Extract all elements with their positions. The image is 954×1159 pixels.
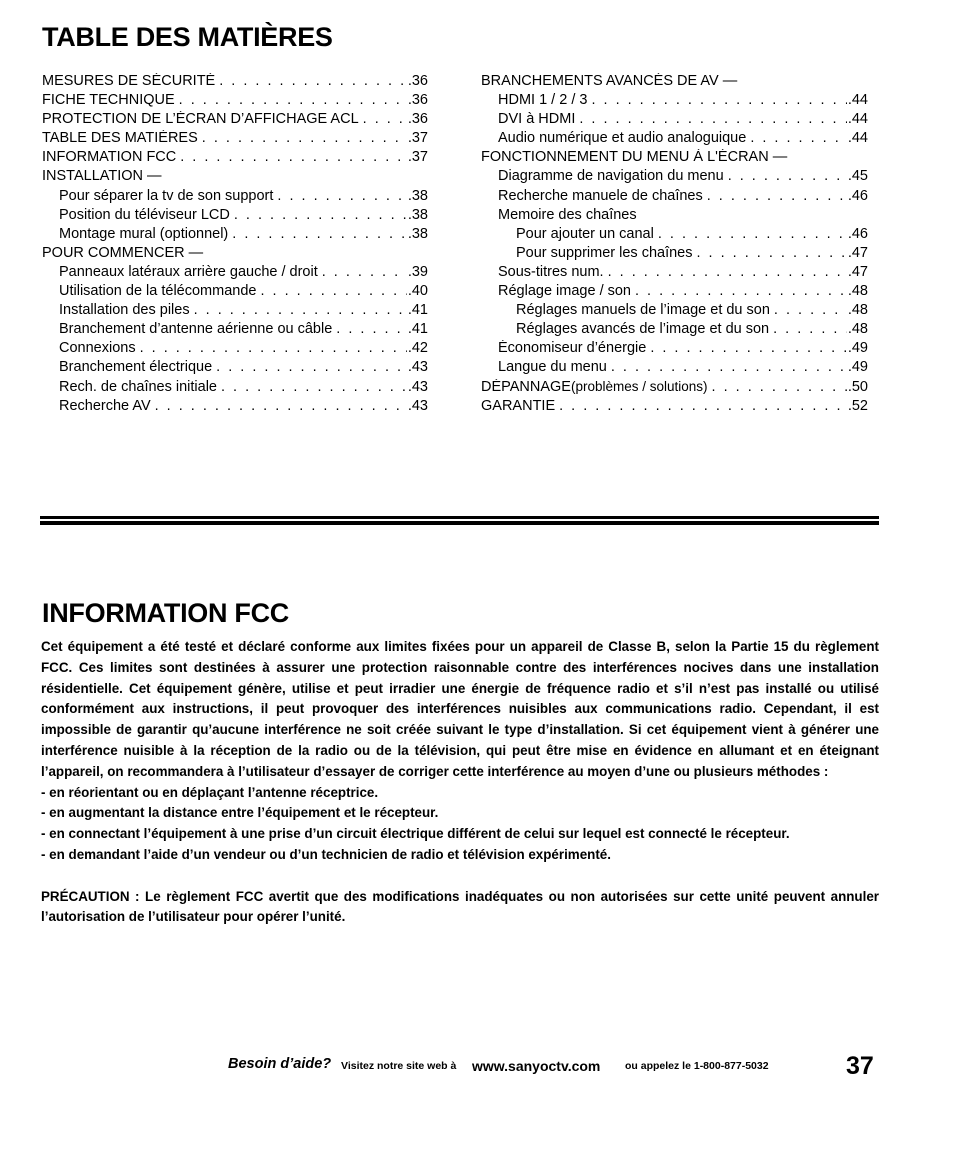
fcc-item: - en demandant l’aide d’un vendeur ou d’un technicien de radio et télévision expérimenté. [41,846,611,862]
toc-entry[interactable] [481,264,868,283]
toc-leader-dots [277,188,406,204]
divider-rule-thick [40,521,879,525]
toc-entry[interactable] [42,245,428,264]
toc-leader-dots [336,321,407,337]
toc-entry[interactable] [481,302,868,321]
paragraph-gap [41,866,879,887]
toc-entry[interactable] [481,245,868,264]
toc-entry-label: BRANCHEMENTS AVANCÉS DE AV — [481,73,738,89]
toc-entry-label: MESURES DE SÉCURITÉ [42,73,216,89]
toc-entry-page: .44 [847,130,868,147]
fcc-item: - en connectant l’équipement à une prise d’un circuit électrique différent de celui sur lequel est connecté le récepteur. [41,826,790,842]
toc-entry-page: .46 [847,225,868,242]
page-footer [0,1052,954,1084]
toc-entry-label: INFORMATION FCC [42,149,177,166]
toc-entry[interactable] [481,130,868,149]
toc-leader-dots [579,111,846,127]
toc-entry[interactable] [481,188,868,207]
toc-entry-page: .44 [847,111,868,128]
toc-entry-label: Panneaux latéraux arrière gauche / droit [59,263,318,280]
toc-leader-dots [635,283,847,299]
toc-entry[interactable] [481,207,868,226]
toc-entry-label: FICHE TECHNIQUE [42,92,175,109]
website-link[interactable]: www.sanyoctv.com [472,1058,601,1074]
toc-leader-dots [216,359,407,375]
toc-entry-page: .40 [407,283,428,300]
toc-leader-dots [180,149,407,165]
toc-entry-suffix: (problèmes / solutions) [570,378,708,394]
toc-entry-page: .50 [847,378,868,395]
toc-entry-label: Rech. de chaînes initiale [59,378,217,395]
toc-entry-page: .36 [407,111,428,128]
toc-entry-label: Économiseur d’énergie [498,340,647,357]
toc-entry-label: INSTALLATION — [42,168,162,185]
toc-entry[interactable] [481,73,868,92]
toc-entry-page: .43 [407,378,428,395]
divider-rule [40,516,879,519]
toc-entry[interactable] [42,226,428,245]
toc-entry-page: .49 [847,340,868,357]
toc-entry-label: Recherche manuele de chaînes [498,187,703,204]
toc-entry-label: Branchement électrique [59,359,213,376]
fcc-caution: PRÉCAUTION : Le règlement FCC avertit que des modifications inadéquates ou non autorisées sur cette unité peuvent annuler l’autorisation de l’utilisateur pour opérer l’unité. [41,888,879,925]
toc-leader-dots [234,207,407,223]
toc-entry-page: .47 [847,263,868,280]
toc-entry[interactable] [481,149,868,168]
toc-entry-label: Memoire des chaînes [498,206,637,223]
fcc-item: - en augmentant la distance entre l’équipement et le récepteur. [41,805,439,821]
fcc-title: INFORMATION FCC [42,598,289,628]
phone-text: ou appelez le 1-800-877-5032 [625,1060,769,1072]
toc-leader-dots [219,73,407,89]
toc-entry[interactable] [42,340,428,359]
toc-leader-dots [707,188,847,204]
toc-leader-dots [232,226,407,242]
toc-entry[interactable] [481,111,868,130]
toc-entry-label: Branchement d’antenne aérienne ou câble [59,321,333,338]
toc-entry-page: .37 [407,149,428,166]
toc-entry-page: .44 [847,92,868,109]
toc-entry[interactable] [481,92,868,111]
toc-entry-page: .47 [847,244,868,261]
toc-entry[interactable] [481,379,868,398]
toc-entry[interactable] [42,398,428,417]
toc-entry-page: .38 [407,206,428,223]
toc-leader-dots [712,379,847,395]
toc-entry-label: PROTECTION DE L’ÉCRAN D’AFFICHAGE ACL [42,111,359,128]
toc-entry-label: HDMI 1 / 2 / 3 [498,92,588,109]
toc-entry-page: .48 [847,283,868,300]
toc-entry-page: .37 [407,130,428,147]
toc-entry-label: DVI à HDMI [498,111,576,128]
toc-entry-page: .45 [847,168,868,185]
toc-title: TABLE DES MATIÈRES [42,22,333,52]
toc-leader-dots [260,283,406,299]
visit-text: Visitez notre site web à [341,1060,457,1072]
toc-leader-dots [322,264,407,280]
toc-leader-dots [728,168,847,184]
toc-leader-dots [774,302,847,318]
toc-entry-label: POUR COMMENCER — [42,244,204,261]
toc-leader-dots [658,226,847,242]
toc-entry[interactable] [42,130,428,149]
toc-entry[interactable] [481,168,868,187]
toc-entry-page: .41 [407,302,428,319]
toc-leader-dots [140,340,407,356]
toc-entry[interactable] [42,92,428,111]
toc-entry-label: Réglages manuels de l’image et du son [516,302,770,319]
fcc-body [41,637,879,928]
fcc-item: - en réorientant ou en déplaçant l’antenne réceptrice. [41,784,379,800]
toc-leader-dots [697,245,847,261]
toc-left-column [42,73,428,417]
toc-leader-dots [591,92,846,108]
toc-entry[interactable] [481,359,868,378]
toc-entry-page: .43 [407,397,428,414]
toc-leader-dots [194,302,407,318]
toc-entry[interactable] [42,264,428,283]
toc-entry-label: Sous-titres num. [498,263,604,280]
toc-entry-label: Pour séparer la tv de son support [59,187,274,204]
toc-entry-page: .38 [407,187,428,204]
toc-entry[interactable] [42,111,428,130]
toc-leader-dots [155,398,407,414]
toc-leader-dots [363,111,407,127]
toc-entry[interactable] [42,283,428,302]
toc-entry-label: Réglages avancés de l’image et du son [516,321,770,338]
toc-leader-dots [179,92,407,108]
toc-entry-label: Langue du menu [498,359,607,376]
toc-leader-dots [611,359,847,375]
toc-entry[interactable] [481,398,868,417]
toc-entry[interactable] [481,321,868,340]
toc-entry-page: .36 [407,92,428,109]
toc-entry[interactable] [481,340,868,359]
toc-entry-label: Diagramme de navigation du menu [498,168,724,185]
page-number: 37 [846,1052,874,1080]
toc-leader-dots [202,130,407,146]
toc-entry-label: Pour supprimer les chaînes [516,244,693,261]
help-prompt: Besoin d’aide? [228,1056,332,1072]
toc-entry-page: .42 [407,340,428,357]
toc-entry-page: .39 [407,263,428,280]
toc-leader-dots [750,130,847,146]
toc-leader-dots [650,340,847,356]
fcc-intro: Cet équipement a été testé et déclaré conforme aux limites fixées pour un appareil de Classe B, selon la Partie 15 du règlement FCC. Ces limites sont destinées à assurer une protection raisonnable contre des interférences nocives dans une installation résidentielle. Cet équipement génère, utilise et peut irradier une énergie de fréquence radio et s’il n’est pas installé ou utilisé conformément aux instructions, il peut provoquer des interférences nuisibles aux communications radio. Cependant, il est impossible de garantir qu’aucune interférence ne soit créée suivant le type d’installation. Si cet équipement vient à générer une interférence nuisible à la réception de la radio ou de la télévision, qui peut être mise en évidence en allumant et en éteignant l’appareil, on recommandera à l’utilisateur d’essayer de corriger cette interférence au moyen d’une ou plusieurs méthodes : [41,639,879,779]
toc-entry-label: Connexions [59,340,136,357]
toc-entry[interactable] [42,359,428,378]
toc-right-column [481,73,868,417]
toc-leader-dots [221,379,407,395]
toc-entry-label: Recherche AV [59,397,151,414]
toc-entry-page: .48 [847,302,868,319]
toc-entry-page: .52 [847,397,868,414]
toc-entry-page: .43 [407,359,428,376]
toc-entry[interactable] [42,149,428,168]
toc-entry[interactable] [42,168,428,187]
toc-entry-label: TABLE DES MATIÈRES [42,130,198,147]
toc-entry-label: Pour ajouter un canal [516,225,654,242]
toc-leader-dots [608,264,847,280]
toc-entry-label: Audio numérique et audio analoguique [498,130,747,147]
toc-leader-dots [559,398,847,414]
toc-entry[interactable] [42,379,428,398]
toc-entry-label: FONCTIONNEMENT DU MENU À L'ÉCRAN — [481,149,788,166]
toc-entry[interactable] [481,226,868,245]
toc-entry[interactable] [42,188,428,207]
toc-entry[interactable] [42,73,428,92]
toc-entry-label: Position du téléviseur LCD [59,206,230,223]
toc-entry-label: Montage mural (optionnel) [59,225,229,242]
toc-entry-label: Réglage image / son [498,283,631,300]
toc-entry-page: .38 [407,225,428,242]
toc-entry-label: DÉPANNAGE [481,378,571,395]
toc-entry-label: Utilisation de la télécommande [59,283,257,300]
toc-entry-page: .36 [407,73,428,89]
toc-entry[interactable] [42,207,428,226]
toc-entry-page: .41 [407,321,428,338]
toc-entry[interactable] [481,283,868,302]
toc-entry[interactable] [42,321,428,340]
toc-entry-label: Installation des piles [59,302,190,319]
toc-entry-label: GARANTIE [481,397,556,414]
toc-entry-page: .49 [847,359,868,376]
toc-leader-dots [773,321,847,337]
toc-entry-page: .48 [847,321,868,338]
toc-entry-page: .46 [847,187,868,204]
toc-entry[interactable] [42,302,428,321]
